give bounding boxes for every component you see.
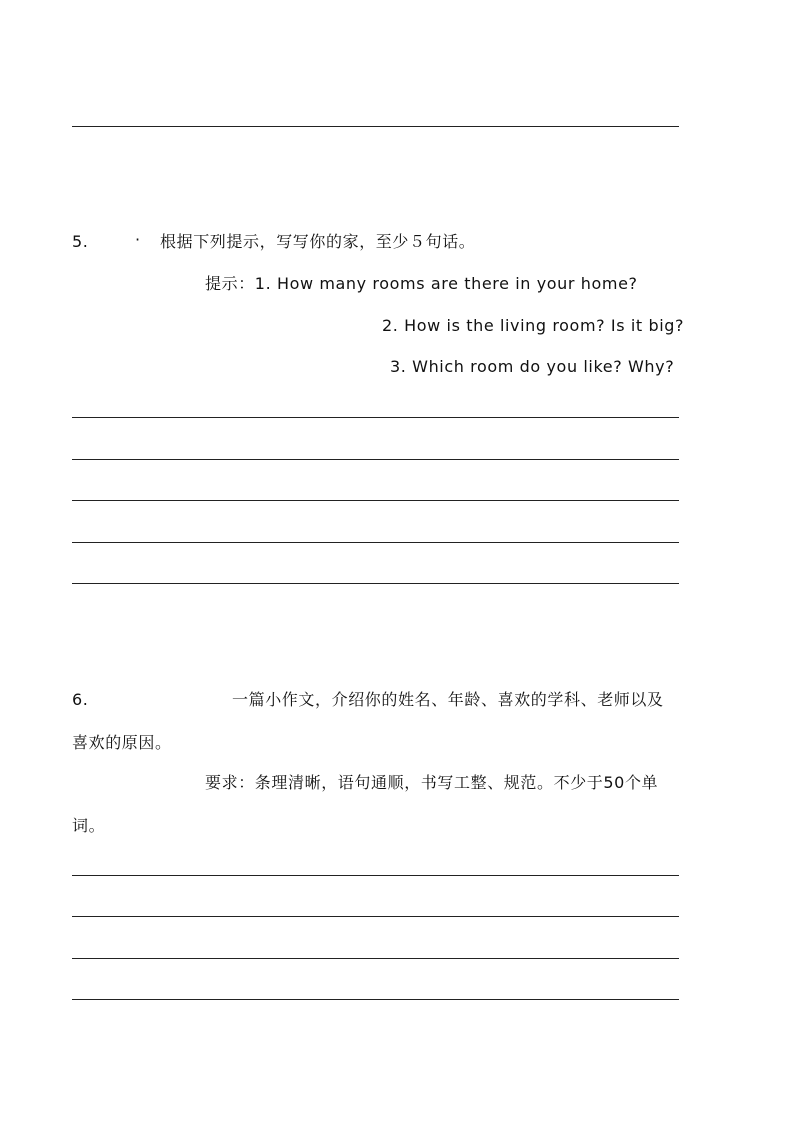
question-6-number: 6. xyxy=(72,690,89,709)
question-5-hint-1: 提示：1. How many rooms are there in your home? xyxy=(205,274,638,293)
answer-line-q5-5[interactable] xyxy=(72,583,679,584)
answer-line-previous xyxy=(72,126,679,127)
answer-line-q5-3[interactable] xyxy=(72,500,679,501)
answer-line-q5-4[interactable] xyxy=(72,542,679,543)
question-6-instruction-line-1: 一篇小作文，介绍你的姓名、年龄、喜欢的学科、老师以及 xyxy=(232,690,664,709)
question-6-requirement-line-1: 要求：条理清晰，语句通顺，书写工整、规范。不少于50个单 xyxy=(205,773,659,792)
question-5-instruction: 根据下列提示，写写你的家，至少５句话。 xyxy=(160,232,476,251)
answer-line-q6-4[interactable] xyxy=(72,999,679,1000)
question-5-number: 5. xyxy=(72,232,89,251)
question-5-hint-3: 3. Which room do you like? Why? xyxy=(390,357,675,376)
question-6-instruction-line-2: 喜欢的原因。 xyxy=(72,733,172,752)
answer-line-q5-2[interactable] xyxy=(72,459,679,460)
answer-line-q5-1[interactable] xyxy=(72,417,679,418)
answer-line-q6-1[interactable] xyxy=(72,875,679,876)
question-5-hint-2: 2. How is the living room? Is it big? xyxy=(382,316,685,335)
answer-line-q6-2[interactable] xyxy=(72,916,679,917)
answer-line-q6-3[interactable] xyxy=(72,958,679,959)
question-5-dot: · xyxy=(135,230,141,249)
question-6-requirement-line-2: 词。 xyxy=(72,816,106,835)
